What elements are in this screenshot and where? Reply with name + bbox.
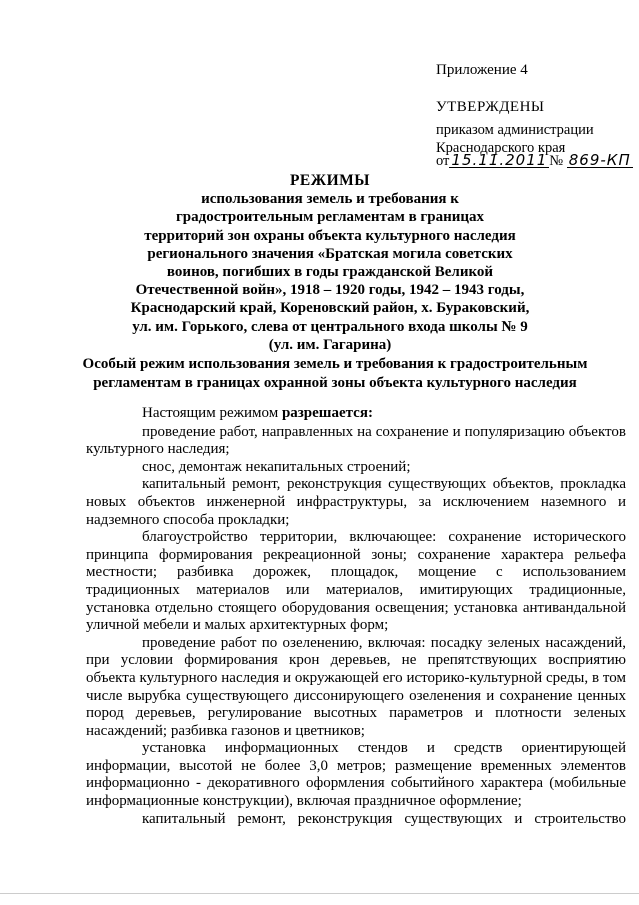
order-number-handwritten: 869-КП — [568, 151, 631, 169]
body-paragraph: капитальный ремонт, реконструкция существующих и строительство — [142, 810, 626, 827]
intro-text: Настоящим режимом — [142, 405, 282, 421]
title-line: регионального значения «Братская могила советских — [147, 245, 513, 262]
page-bottom-divider — [0, 893, 639, 894]
order-date-prefix: от — [436, 153, 450, 169]
title-line: воинов, погибших в годы гражданской Великой — [166, 264, 494, 281]
body-paragraph: проведение работ, направленных на сохранение и популяризацию объектов культурного наследия; — [86, 423, 626, 458]
body-paragraph: установка информационных стендов и средств ориентирующей информации, высотой не более 3,0 метров; размещение временных элементов информационно - декоративного оформления событийного характера (мобильные информационные конструкции), включая праздничное оформление; — [86, 740, 626, 810]
body-paragraph: снос, демонтаж некапитальных строений; — [142, 458, 411, 475]
intro-paragraph — [86, 405, 626, 423]
document-title — [110, 172, 550, 354]
title-line: ул. им. Горького, слева от центрального входа школы № 9 — [132, 318, 528, 335]
body-paragraph: капитальный ремонт, реконструкция существующих объектов, прокладка новых объектов инженерной инфраструктуры, за исключением наземного и надземного способа прокладки; — [86, 476, 626, 528]
appendix-label: Приложение 4 — [436, 62, 528, 78]
section-heading-line: регламентам в границах охранной зоны объекта культурного наследия — [93, 374, 577, 391]
title-line: (ул. им. Гагарина) — [268, 336, 392, 353]
order-line-1: приказом администрации — [436, 122, 594, 138]
title-line: использования земель и требования к — [201, 191, 459, 208]
approved-heading: УТВЕРЖДЕНЫ — [436, 99, 545, 115]
order-number-prefix: № — [549, 153, 564, 169]
order-line-2: Краснодарского края — [436, 140, 566, 156]
title-main: РЕЖИМЫ — [289, 172, 371, 189]
body-paragraph: благоустройство территории, включающее: сохранение исторического принципа формирования рекреационной зоны; сохранение характера рельефа местности; разбивка дорожек, площадок, мощение с использованием традиционных материалов или материалов, имитирующих традиционные, установка отдельно стоящего оборудования освещения; установка антивандальной уличной мебели и малых архитектурных форм; — [86, 529, 626, 634]
title-line: Краснодарский край, Кореновский район, х. Бураковский, — [130, 300, 530, 317]
order-date-line — [436, 153, 633, 170]
title-line: Отечественной войн», 1918 – 1920 годы, 1942 – 1943 годы, — [135, 282, 525, 299]
document-body — [86, 405, 626, 828]
title-line: территорий зон охраны объекта культурного наследия — [144, 227, 516, 244]
body-paragraph: проведение работ по озеленению, включая: посадку зеленых насаждений, при условии формирования крон деревьев, не препятствующих восприятию объекта культурного наследия и окружающей его историко-культурной среды, в том числе вырубка существующего диссонирующего озеленения и сохранение ценных пород деревьев, регулирование высотных параметров и плотности зеленых насаждений; разбивка газонов и цветников; — [86, 634, 626, 739]
intro-bold-text: разрешается: — [281, 405, 373, 421]
section-heading-line: Особый режим использования земель и требования к градостроительным — [82, 356, 588, 372]
title-line: градостроительным регламентам в границах — [175, 209, 485, 226]
order-date-handwritten: 15.11.2011 — [451, 151, 548, 169]
section-heading — [40, 355, 630, 392]
